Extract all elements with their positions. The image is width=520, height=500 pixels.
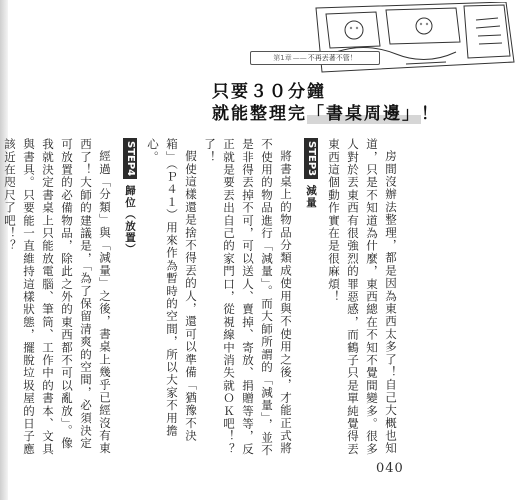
chapter-label: 第1章 xyxy=(273,54,292,62)
page-number: 040 xyxy=(376,461,404,476)
step4-title: 歸位（放置） xyxy=(124,185,136,256)
paragraph-4: 假使這樣還是捨不得丟的人，還可以準備「猶豫不決箱」（Ｐ４１）用來作為暫時的空間，所以大家不用擔心。 xyxy=(146,138,198,442)
page-title-line-1: 只要３０分鐘 xyxy=(212,82,326,102)
step3-title: 減量 xyxy=(305,185,317,209)
paragraph-5: 經過「分類」與「減量」之後，書桌上幾乎已經沒有東西了！大師的建議是，「為了保留清爽的空間，必須決定可放置的必備物品，除此之外的東西都不可以亂放」。像我就決定書桌上只能放電腦、筆筒、工作中的書本、文具與書具。只要能一直維持這樣狀態，擺脫垃圾屋的日子應該近在咫尺了吧！？ xyxy=(3,138,112,456)
step4-badge: STEP4 xyxy=(123,138,137,179)
page-title-line-2 xyxy=(212,99,440,124)
paragraph-3: 了！ xyxy=(203,138,217,164)
step3-badge: STEP3 xyxy=(304,138,318,179)
title-highlight: 「書桌周邊」 xyxy=(307,104,421,124)
title-prefix: 就能整理完 xyxy=(212,104,307,124)
vertical-body-text xyxy=(3,138,400,460)
paragraph-1: 房間沒辦法整理，都是因為東西太多了！自己大概也知道，只是不知道為什麼，東西總在不知不覺間變多。很多人對於丟東西有很強烈的罪惡感，而鶴子只是單純覺得丟東西這個動作實在是很麻煩！ xyxy=(327,138,398,456)
step3-heading xyxy=(301,138,320,460)
title-suffix: ！ xyxy=(421,104,440,124)
step4-heading xyxy=(120,138,139,460)
paragraph-2: 將書桌上的物品分類成使用與不使用之後，才能正式將不使用的物品進行「減量」。而大師所謂的「減量」，並不是非得丟掉不可，可以送人、賣掉、寄放、捐贈等等，反正就是要丟出自己的家門口，從視線中消失就ＯＫ吧！？ xyxy=(222,138,293,457)
chapter-header-tag xyxy=(250,51,380,65)
chapter-separator: —— xyxy=(292,54,307,62)
chapter-subtitle: 不再丟著不管！ xyxy=(307,54,357,62)
